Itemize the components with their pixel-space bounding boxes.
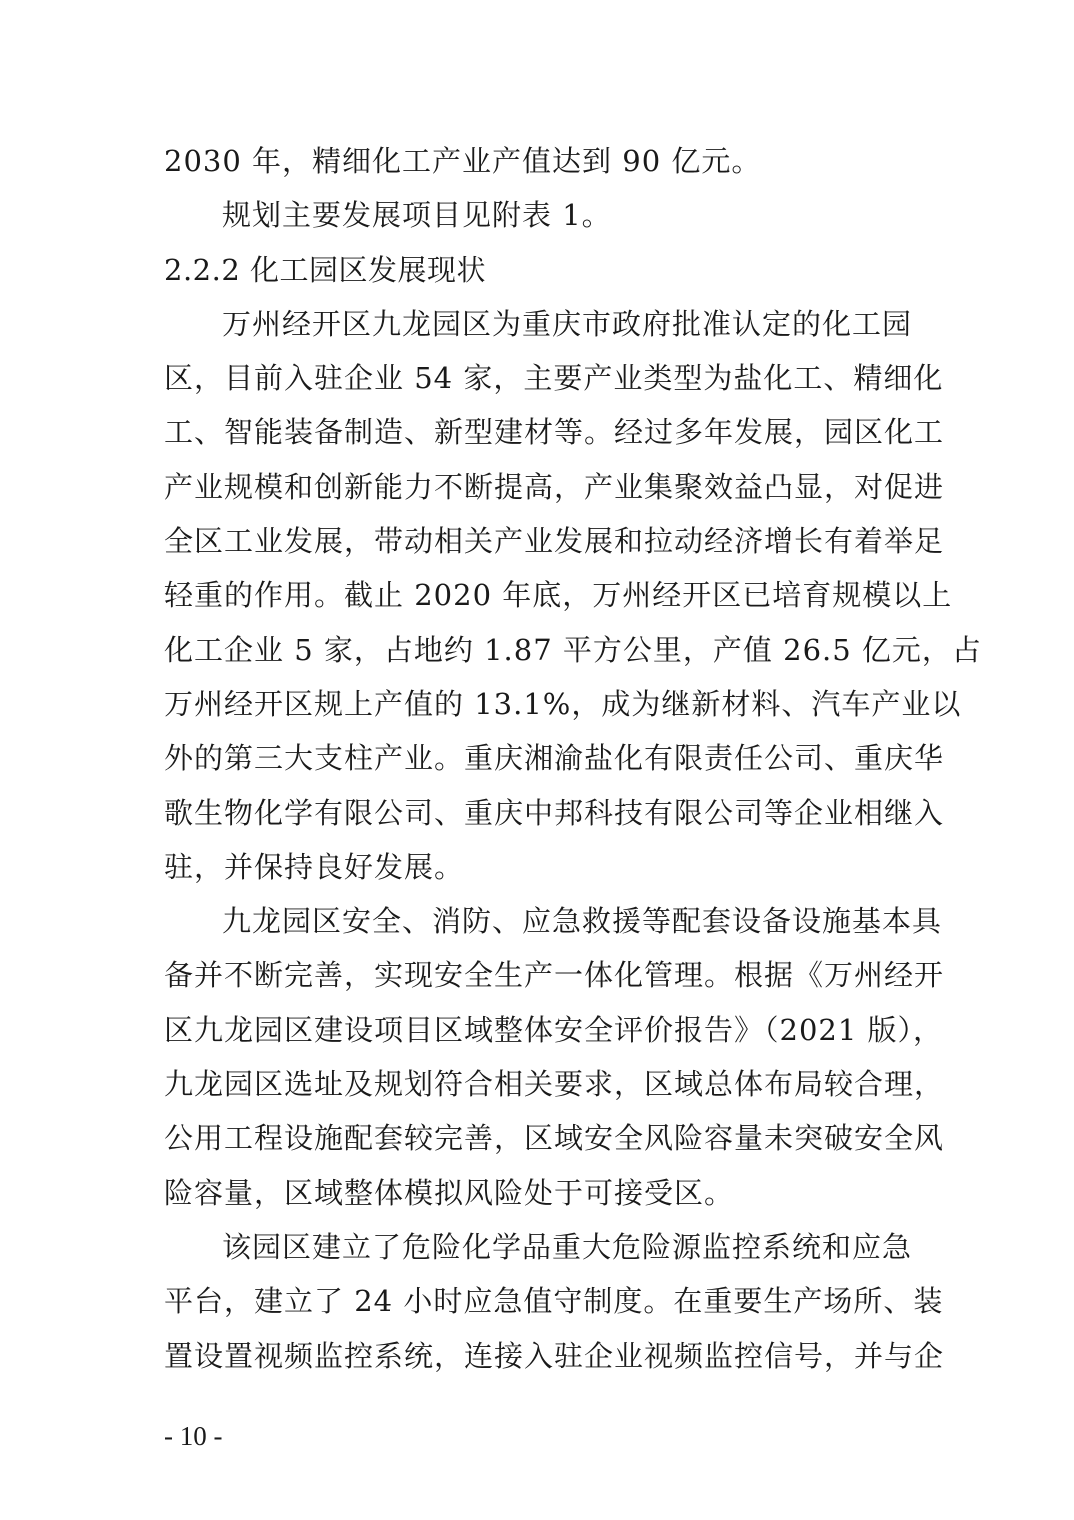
text-line-11: 万州经开区规上产值的 13.1%，成为继新材料、汽车产业以 <box>164 686 962 721</box>
text-line-15: 九龙园区安全、消防、应急救援等配套设备设施基本具 <box>222 904 943 939</box>
text-line-21: 该园区建立了危险化学品重大危险源监控系统和应急 <box>222 1229 913 1264</box>
text-line-4: 万州经开区九龙园区为重庆市政府批准认定的化工园 <box>222 306 913 341</box>
text-line-22: 平台，建立了 24 小时应急值守制度。在重要生产场所、装 <box>164 1284 944 1319</box>
text-line-5: 区，目前入驻企业 54 家，主要产业类型为盐化工、精细化 <box>164 361 944 396</box>
text-line-12: 外的第三大支柱产业。重庆湘渝盐化有限责任公司、重庆华 <box>164 741 945 776</box>
page-number: - 10 - <box>164 1421 223 1451</box>
text-line-23: 置设置视频监控系统，连接入驻企业视频监控信号，并与企 <box>164 1338 945 1373</box>
text-line-9: 轻重的作用。截止 2020 年底，万州经开区已培育规模以上 <box>164 578 953 613</box>
text-line-19: 公用工程设施配套较完善，区域安全风险容量未突破安全风 <box>164 1121 945 1156</box>
text-line-6: 工、智能装备制造、新型建材等。经过多年发展，园区化工 <box>164 415 945 450</box>
text-line-10: 化工企业 5 家，占地约 1.87 平方公里，产值 26.5 亿元，占 <box>164 632 982 667</box>
text-line-14: 驻，并保持良好发展。 <box>164 849 465 884</box>
text-line-13: 歌生物化学有限公司、重庆中邦科技有限公司等企业相继入 <box>164 795 945 830</box>
text-line-20: 险容量，区域整体模拟风险处于可接受区。 <box>164 1175 735 1210</box>
text-line-8: 全区工业发展，带动相关产业发展和拉动经济增长有着举足 <box>164 524 945 559</box>
text-line-2: 规划主要发展项目见附表 1。 <box>222 198 612 233</box>
document-body <box>164 134 982 1383</box>
text-line-16: 备并不断完善，实现安全生产一体化管理。根据《万州经开 <box>164 958 945 993</box>
text-line-7: 产业规模和创新能力不断提高，产业集聚效益凸显，对促进 <box>164 469 945 504</box>
text-line-18: 九龙园区选址及规划符合相关要求，区域总体布局较合理， <box>164 1067 945 1102</box>
section-heading: 2.2.2 化工园区发展现状 <box>164 252 487 287</box>
text-line-1: 2030 年，精细化工产业产值达到 90 亿元。 <box>164 144 762 178</box>
text-line-17: 区九龙园区建设项目区域整体安全评价报告》（2021 版）， <box>164 1012 944 1047</box>
